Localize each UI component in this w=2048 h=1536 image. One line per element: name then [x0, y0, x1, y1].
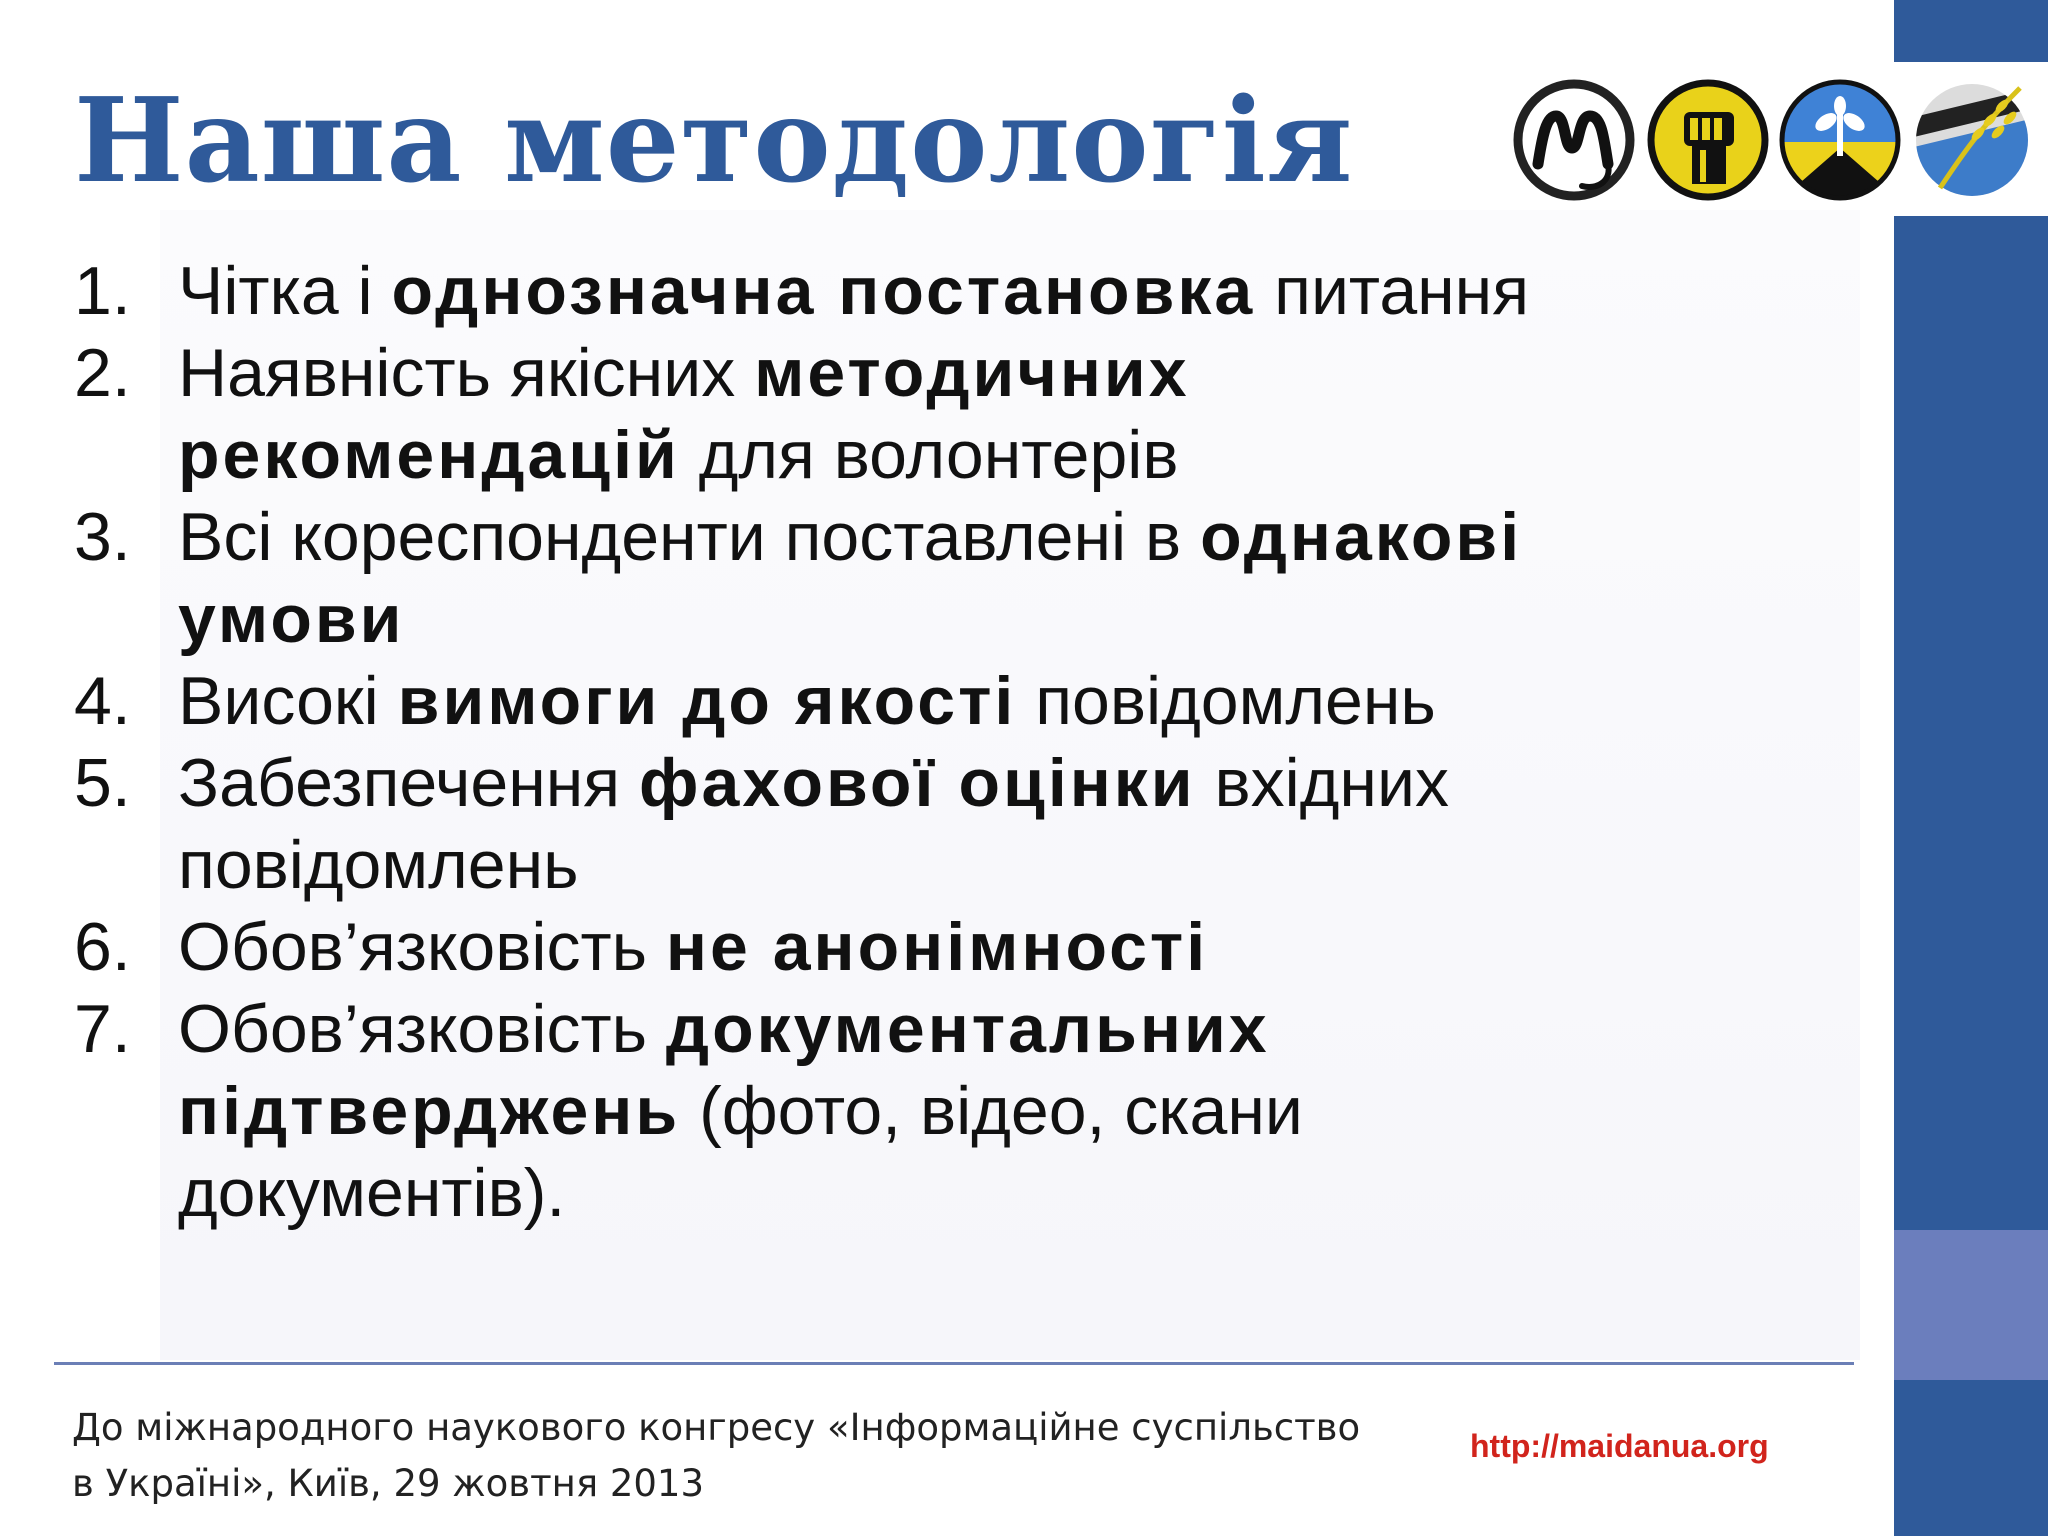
slide-title: Наша методологія [74, 73, 1354, 209]
list-item-text: повідомлень [1016, 663, 1436, 739]
list-item-emphasis: однозначна постановка [391, 253, 1256, 329]
list-item-text: Забезпечення [178, 745, 640, 821]
list-item [74, 250, 1674, 332]
list-item-number: 4. [74, 663, 131, 739]
right-sidebar-bar [1894, 0, 2048, 1536]
list-item-text: Чітка і [178, 253, 392, 329]
footer-note-line-1: До міжнародного наукового конгресу «Інформаційне суспільство [72, 1406, 1361, 1449]
list-item-number: 5. [74, 745, 131, 821]
list-item-emphasis: фахової оцінки [639, 745, 1196, 821]
footer-note [72, 1400, 1472, 1512]
list-item [74, 906, 1674, 988]
list-item-text: Наявність якісних [178, 335, 755, 411]
list-item [74, 496, 1674, 660]
list-item-number: 2. [74, 335, 131, 411]
list-item-text: (фото, відео, скани документів). [178, 1073, 1303, 1231]
logo-strip [1512, 78, 2042, 208]
list-item-text: для волонтерів [679, 417, 1179, 493]
list-item [74, 742, 1674, 906]
wheat-logo-icon [1910, 78, 2034, 202]
list-item-text: Високі [178, 663, 398, 739]
list-item-number: 1. [74, 253, 131, 329]
footer-divider [54, 1362, 1854, 1365]
maidan-m-logo-icon [1512, 78, 1636, 202]
methodology-list [74, 250, 1674, 1234]
list-item-emphasis: вимоги до якості [397, 663, 1017, 739]
sprout-logo-icon [1778, 78, 1902, 202]
footer-note-line-2: в Україні», Київ, 29 жовтня 2013 [72, 1462, 704, 1505]
list-item-emphasis: документальних підтверджень [178, 991, 1270, 1149]
list-item-text: Обов’язковість [178, 909, 666, 985]
list-item-emphasis: не анонімності [665, 909, 1209, 985]
list-item-number: 3. [74, 499, 131, 575]
list-item-number: 6. [74, 909, 131, 985]
list-item-number: 7. [74, 991, 131, 1067]
list-item-emphasis: однакові умови [178, 499, 1523, 657]
list-item-text: Обов’язковість [178, 991, 666, 1067]
footer-url-link[interactable]: http://maidanua.org [1470, 1428, 1769, 1464]
fist-logo-icon [1646, 78, 1770, 202]
list-item [74, 988, 1674, 1234]
sidebar-light-block [1894, 1230, 2048, 1380]
list-item-text: питання [1255, 253, 1530, 329]
list-item [74, 660, 1674, 742]
list-item-text: Всі кореспонденти поставлені в [178, 499, 1201, 575]
list-item-emphasis: методичних рекомендацій [178, 335, 1190, 493]
list-item-text: вхідних повідомлень [178, 745, 1449, 903]
list-item [74, 332, 1674, 496]
